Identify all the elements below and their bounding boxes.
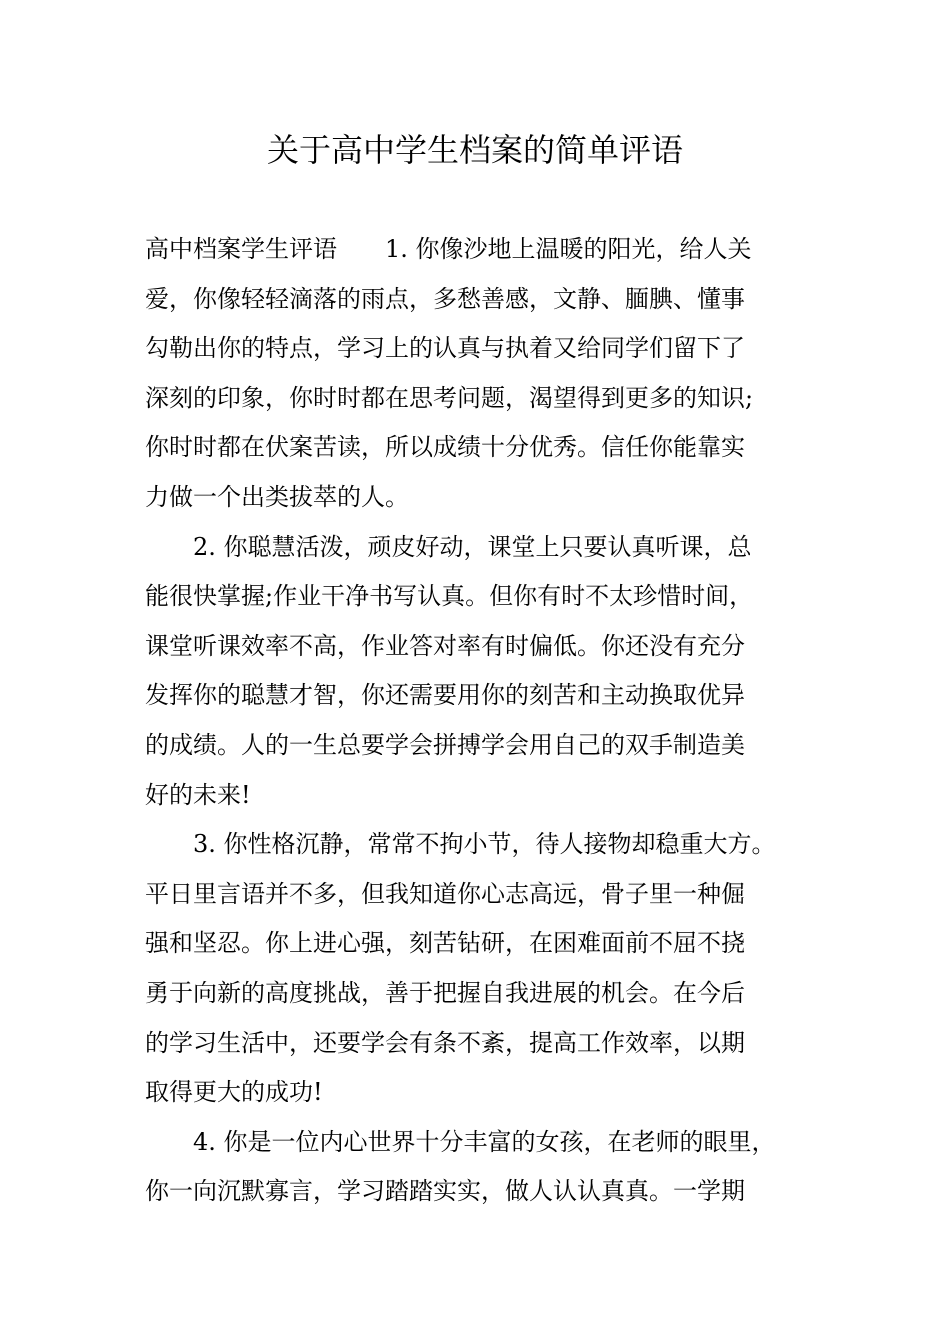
body-line: 勾勒出你的特点，学习上的认真与执着又给同学们留下了 — [145, 334, 745, 363]
body-line: 高中档案学生评语 1. 你像沙地上温暖的阳光，给人关 — [145, 235, 752, 263]
body-line: 的学习生活中，还要学会有条不紊，提高工作效率，以期 — [145, 1028, 745, 1057]
body-line: 强和坚忍。你上进心强，刻苦钻研，在困难面前不屈不挠 — [145, 929, 745, 958]
body-line: 取得更大的成功! — [145, 1078, 323, 1107]
body-line: 课堂听课效率不高，作业答对率有时偏低。你还没有充分 — [145, 631, 745, 660]
body-line: 发挥你的聪慧才智，你还需要用你的刻苦和主动换取优异 — [145, 681, 745, 710]
body-line: 勇于向新的高度挑战，善于把握自我进展的机会。在今后 — [145, 978, 745, 1007]
body-line: 爱，你像轻轻滴落的雨点，多愁善感，文静、腼腆、懂事 — [145, 284, 745, 313]
document-title: 关于高中学生档案的简单评语 — [266, 131, 683, 169]
document-body — [145, 225, 827, 1217]
paragraph-start-line: 2. 你聪慧活泼，顽皮好动，课堂上只要认真听课，总 — [193, 532, 752, 561]
body-line: 能很快掌握;作业干净书写认真。但你有时不太珍惜时间， — [145, 582, 754, 611]
body-line: 深刻的印象，你时时都在思考问题，渴望得到更多的知识; — [145, 383, 754, 412]
paragraph-start-line: 3. 你性格沉静，常常不拘小节，待人接物却稳重大方。 — [193, 830, 776, 859]
body-line: 好的未来! — [145, 780, 251, 809]
body-line: 你一向沉默寡言，学习踏踏实实，做人认认真真。一学期 — [145, 1177, 745, 1206]
paragraph-start-line: 4. 你是一位内心世界十分丰富的女孩，在老师的眼里， — [193, 1127, 776, 1156]
body-line: 平日里言语并不多，但我知道你心志高远，骨子里一种倔 — [145, 879, 745, 908]
body-line: 的成绩。人的一生总要学会拼搏学会用自己的双手制造美 — [145, 730, 745, 759]
body-line: 你时时都在伏案苦读，所以成绩十分优秀。信任你能靠实 — [145, 433, 745, 462]
body-line: 力做一个出类拔萃的人。 — [145, 482, 409, 511]
